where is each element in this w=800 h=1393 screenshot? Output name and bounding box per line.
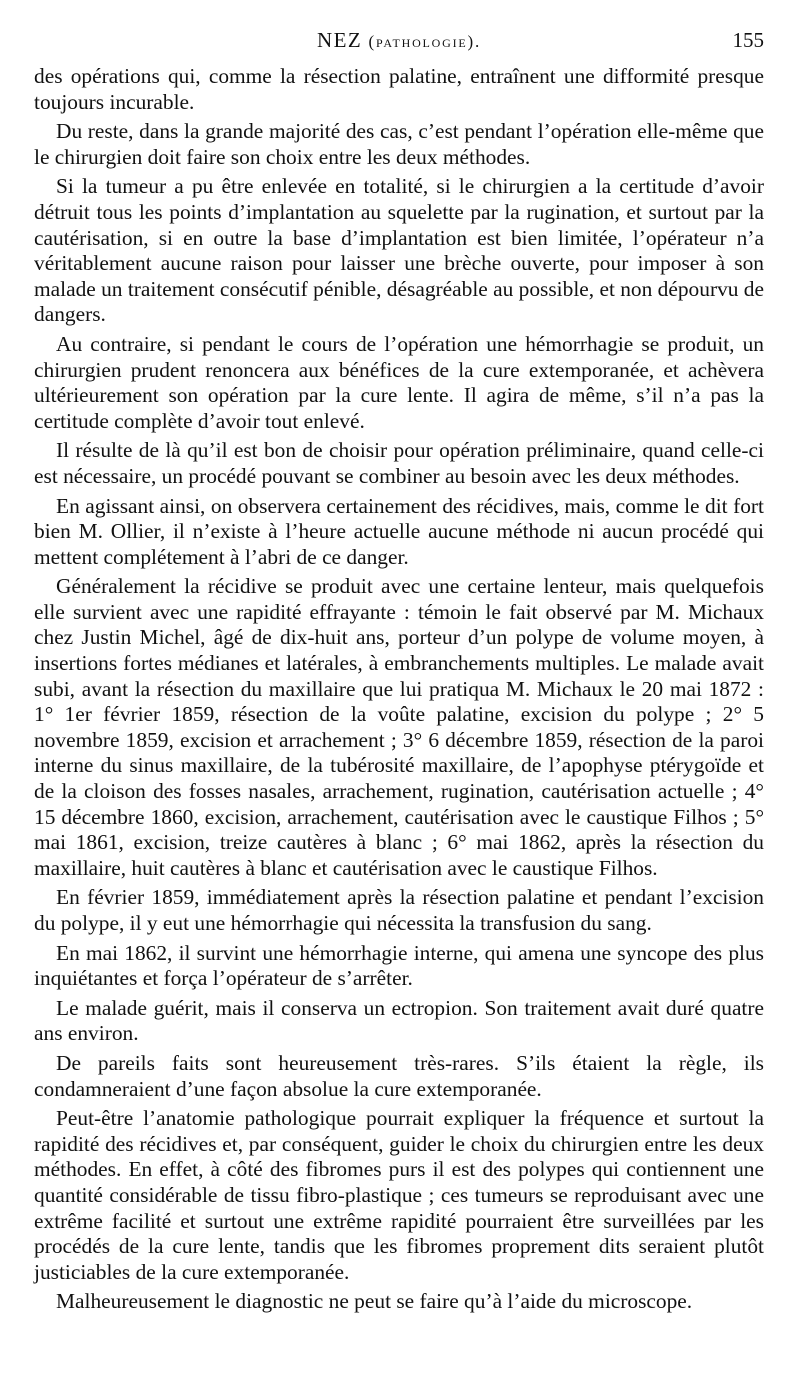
paragraph: En février 1859, immédiatement après la résection palatine et pendant l’excision du polype, il y eut une hémorrhagie qui nécessita la transfusion du sang. [34, 885, 764, 935]
page-number: 155 [732, 28, 764, 52]
paragraph: Du reste, dans la grande majorité des cas, c’est pendant l’opération elle-même que le chirurgien doit faire son choix entre les deux méthodes. [34, 119, 764, 169]
body-text [34, 64, 764, 1315]
running-title-sub: (pathologie). [368, 32, 482, 51]
paragraph-continued: des opérations qui, comme la résection palatine, entraînent une difformité presque toujours incurable. [34, 64, 764, 114]
paragraph: Au contraire, si pendant le cours de l’opération une hémorrhagie se produit, un chirurgien prudent renoncera aux bénéfices de la cure extemporanée, et achèvera ultérieurement son opération par la cure lente. Il agira de même, s’il n’a pas la certitude complète d’avoir tout enlevé. [34, 331, 764, 433]
page [34, 0, 764, 1319]
paragraph: Si la tumeur a pu être enlevée en totalité, si le chirurgien a la certitude d’avoir détruit tous les points d’implantation au squelette par la rugination, et surtout par la cautérisation, si en outre la base d’implantation est bien limitée, l’opérateur n’a véritablement aucune raison pour laisser une brèche ouverte, pour imposer à son malade un traitement consécutif pénible, désagréable au possible, et non dépourvu de dangers. [34, 174, 764, 327]
running-title-main: NEZ [316, 28, 363, 52]
paragraph: Il résulte de là qu’il est bon de choisir pour opération préliminaire, quand celle-ci est nécessaire, un procédé pouvant se combiner au besoin avec les deux méthodes. [34, 438, 764, 488]
running-title [34, 28, 764, 53]
running-header [34, 0, 764, 64]
paragraph: En mai 1862, il survint une hémorrhagie interne, qui amena une syncope des plus inquiétantes et força l’opérateur de s’arrêter. [34, 940, 764, 991]
paragraph: Peut-être l’anatomie pathologique pourrait expliquer la fréquence et surtout la rapidité des récidives et, par conséquent, guider le choix du chirurgien entre les deux méthodes. En effet, à côté des fibromes purs il est des polypes qui contiennent une quantité considérable de tissu fibro-plastique ; ces tumeurs se reproduisant avec une extrême facilité et surtout une extrême rapidité pourraient être surveillées par les procédés de la cure lente, tandis que les fibromes proprement dits seraient plutôt justiciables de la cure extemporanée. [34, 1106, 764, 1284]
paragraph: Le malade guérit, mais il conserva un ectropion. Son traitement avait duré quatre ans environ. [34, 995, 764, 1046]
paragraph: Généralement la récidive se produit avec une certaine lenteur, mais quelquefois elle survient avec une rapidité effrayante : témoin le fait observé par M. Michaux chez Justin Michel, âgé de dix-huit ans, porteur d’un polype de volume moyen, à insertions fortes médianes et latérales, à embranchements multiples. Le malade avait subi, avant la résection du maxillaire que lui pratiqua M. Michaux le 20 mai 1872 : 1° 1er février 1859, résection de la voûte palatine, excision du polype ; 2° 5 novembre 1859, excision et arrachement ; 3° 6 décembre 1859, résection de la paroi interne du sinus maxillaire, de la tubérosité maxillaire, de l’apophyse ptérygoïde et de la cloison des fosses nasales, arrachement, rugination, cautérisation actuelle ; 4° 15 décembre 1860, excision, arrachement, cautérisation avec le caustique Filhos ; 5° mai 1861, excision, treize cautères à blanc ; 6° mai 1862, après la résection du maxillaire, huit cautères à blanc et cautérisation avec le caustique Filhos. [34, 574, 764, 880]
paragraph: De pareils faits sont heureusement très-rares. S’ils étaient la règle, ils condamneraient d’une façon absolue la cure extemporanée. [34, 1050, 764, 1101]
paragraph: Malheureusement le diagnostic ne peut se faire qu’à l’aide du microscope. [56, 1289, 693, 1314]
paragraph: En agissant ainsi, on observera certainement des récidives, mais, comme le dit fort bien M. Ollier, il n’existe à l’heure actuelle aucune méthode ni aucun procédé qui mettent complétement à l’abri de ce danger. [34, 493, 764, 569]
